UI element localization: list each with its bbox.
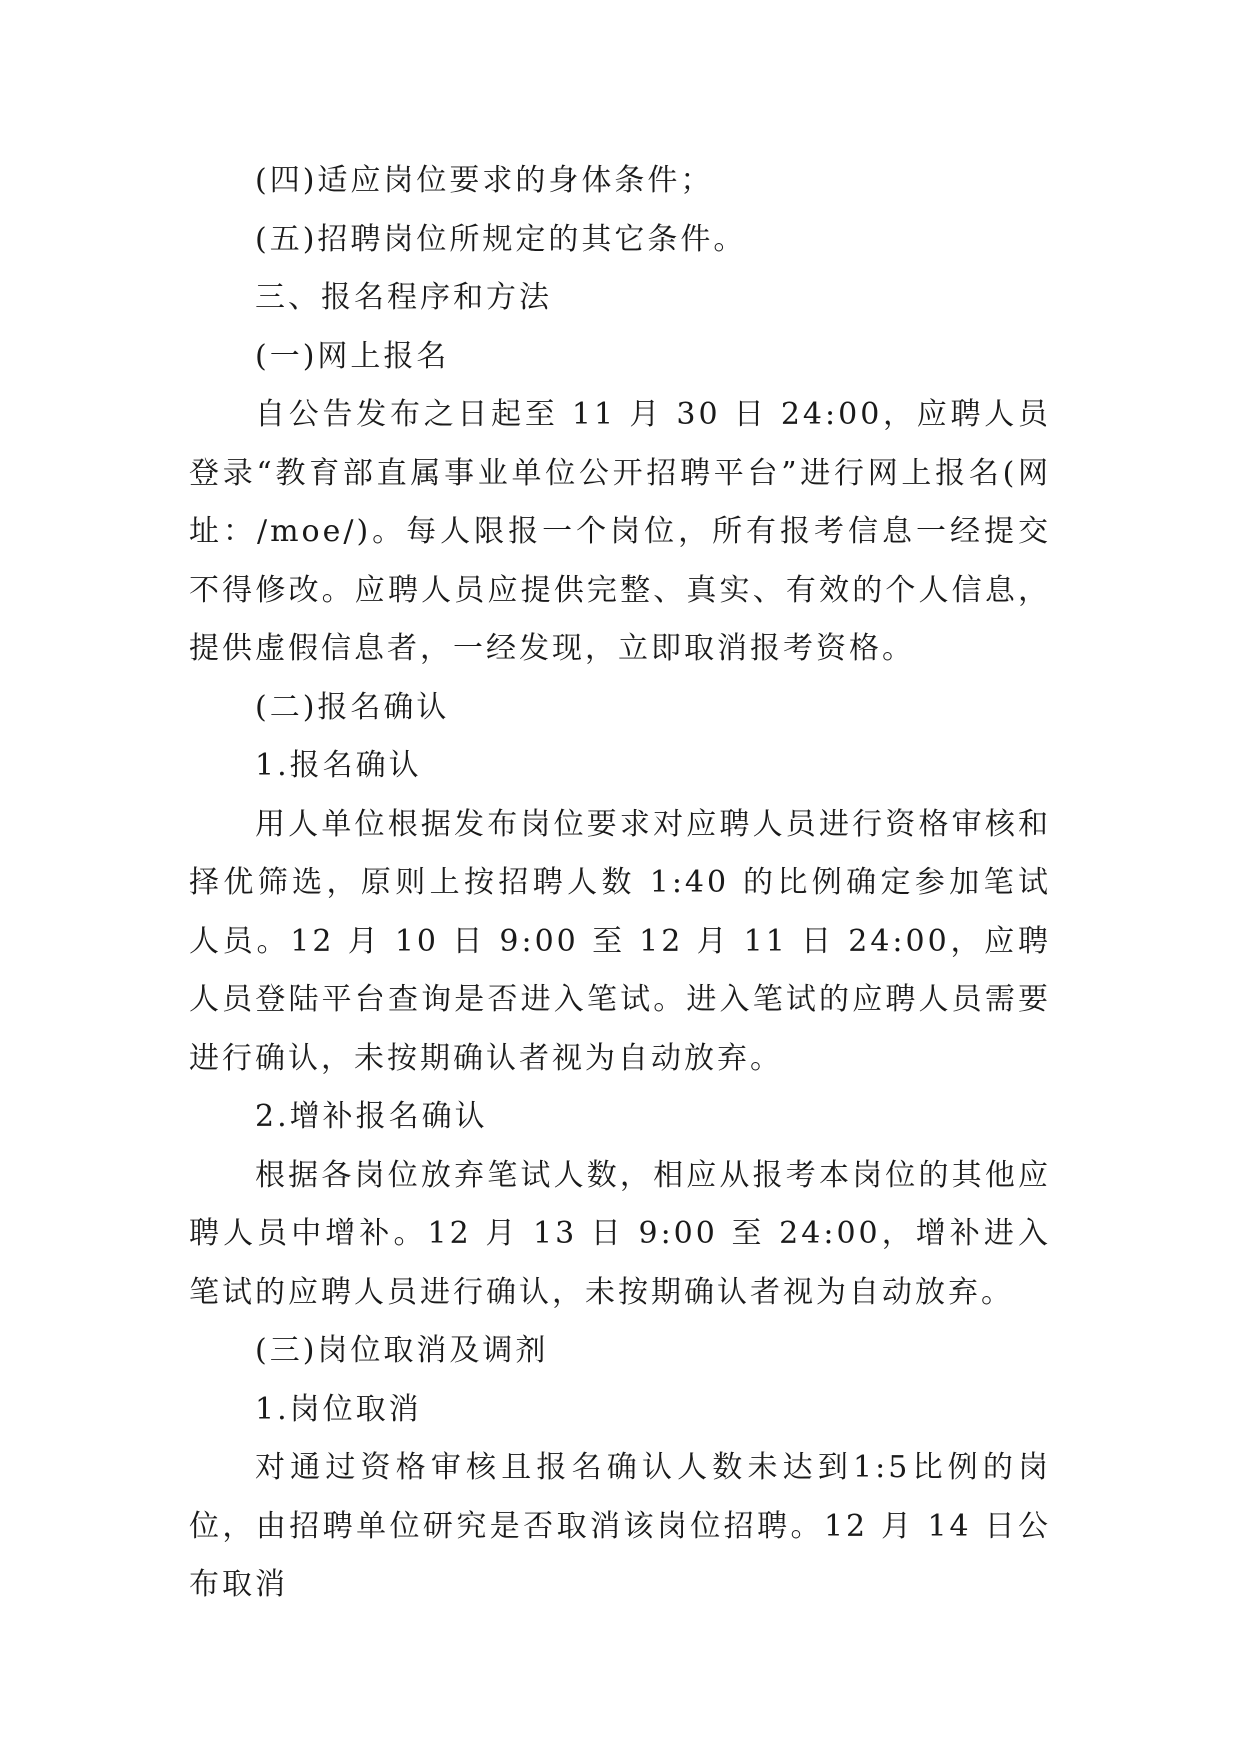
paragraph-confirmation: 用人单位根据发布岗位要求对应聘人员进行资格审核和择优筛选，原则上按招聘人数 1:40 的比例确定参加笔试人员。12 月 10 日 9:00 至 12 月 11 日 24:00，应聘人员登陆平台查询是否进入笔试。进入笔试的应聘人员需要进行确认，未按期确认者视为自动放弃。 <box>189 806 1051 1076</box>
item-heading-confirmation: 1.报名确认 <box>255 748 422 783</box>
section-heading-registration: 三、报名程序和方法 <box>255 280 552 315</box>
document-body <box>189 152 1051 1615</box>
list-item-other-conditions: (五)招聘岗位所规定的其它条件。 <box>255 221 747 257</box>
paragraph-supplementary: 根据各岗位放弃笔试人数，相应从报考本岗位的其他应聘人员中增补。12 月 13 日 9:00 至 24:00，增补进入笔试的应聘人员进行确认，未按期确认者视为自动放弃。 <box>189 1157 1051 1310</box>
item-heading-cancellation: 1.岗位取消 <box>255 1391 422 1427</box>
paragraph-online-registration: 自公告发布之日起至 11 月 30 日 24:00，应聘人员登录“教育部直属事业单位公开招聘平台”进行网上报名(网址：/moe/)。每人限报一个岗位，所有报考信息一经提交不得修改。应聘人员应提供完整、真实、有效的个人信息，提供虚假信息者，一经发现，立即取消报考资格。 <box>189 397 1051 666</box>
list-item-physical-condition: (四)适应岗位要求的身体条件； <box>255 163 714 198</box>
subheading-online-registration: (一)网上报名 <box>255 338 450 374</box>
subheading-registration-confirmation: (二)报名确认 <box>255 689 450 725</box>
item-heading-supplementary: 2.增补报名确认 <box>255 1099 488 1134</box>
paragraph-cancellation: 对通过资格审核且报名确认人数未达到1:5比例的岗位，由招聘单位研究是否取消该岗位招聘。12 月 14 日公布取消 <box>189 1450 1051 1602</box>
subheading-position-cancellation: (三)岗位取消及调剂 <box>255 1333 549 1368</box>
